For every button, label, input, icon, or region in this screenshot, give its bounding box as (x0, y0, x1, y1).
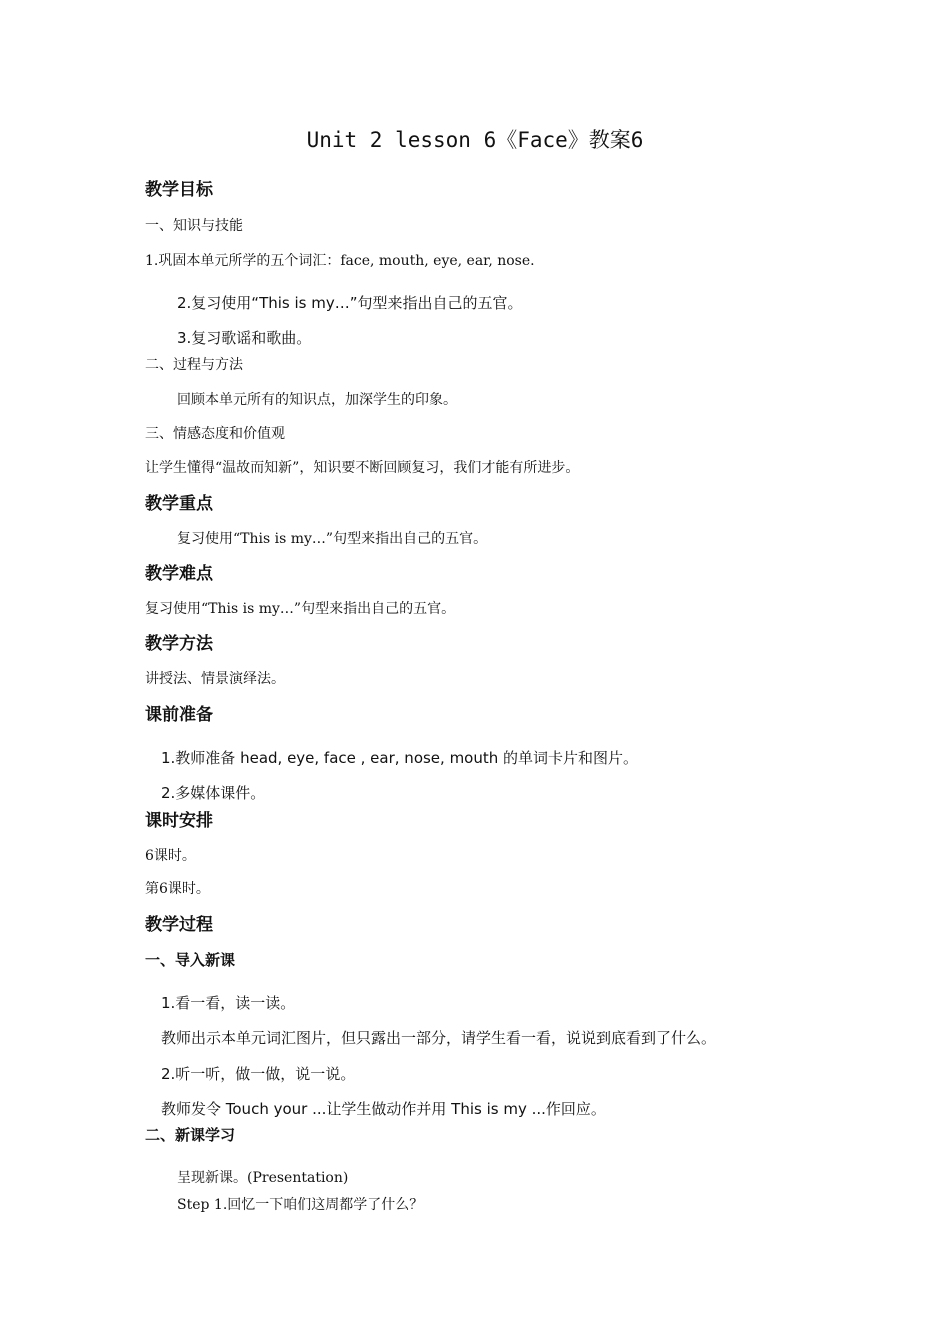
preparation-heading: 课前准备 (145, 705, 213, 725)
intro-step-1: 1.看一看，读一读。 (161, 994, 296, 1012)
intro-step-2: 2.听一听，做一做，说一说。 (161, 1065, 356, 1083)
schedule-line-2: 第6课时。 (145, 881, 210, 897)
preparation-item-2: 2.多媒体课件。 (161, 784, 266, 802)
process-text: 回顾本单元所有的知识点，加深学生的印象。 (177, 392, 457, 408)
objective-item-3: 3.复习歌谣和歌曲。 (177, 329, 312, 347)
new-lesson-heading: 二、新课学习 (145, 1126, 236, 1144)
objective-item-1: 1.巩固本单元所学的五个词汇：face, mouth, eye, ear, nose. (145, 253, 535, 269)
methods-text: 讲授法、情景演绎法。 (145, 671, 285, 687)
intro-step-2-text: 教师发令 Touch your ...让学生做动作并用 This is my ...作回应。 (161, 1100, 606, 1118)
page-title: Unit 2 lesson 6《Face》教案6 (306, 128, 644, 152)
schedule-heading: 课时安排 (145, 811, 213, 831)
procedure-heading: 教学过程 (145, 915, 213, 935)
objective-item-2: 2.复习使用“This is my…”句型来指出自己的五官。 (177, 294, 523, 312)
difficulties-text: 复习使用“This is my…”句型来指出自己的五官。 (145, 601, 456, 617)
difficulties-heading: 教学难点 (145, 564, 213, 584)
schedule-line-1: 6课时。 (145, 848, 196, 864)
emotion-heading: 三、情感态度和价值观 (145, 426, 285, 442)
key-points-heading: 教学重点 (145, 494, 213, 514)
process-heading: 二、过程与方法 (145, 357, 243, 373)
preparation-item-1: 1.教师准备 head, eye, face , ear, nose, mouth 的单词卡片和图片。 (161, 749, 639, 767)
knowledge-heading: 一、知识与技能 (145, 218, 243, 234)
objectives-heading: 教学目标 (145, 180, 213, 200)
emotion-text: 让学生懂得“温故而知新”，知识要不断回顾复习，我们才能有所进步。 (145, 460, 580, 476)
step-1-text: Step 1.回忆一下咱们这周都学了什么？ (177, 1197, 424, 1213)
intro-heading: 一、导入新课 (145, 951, 236, 969)
presentation-text: 呈现新课。(Presentation) (177, 1170, 349, 1186)
intro-step-1-text: 教师出示本单元词汇图片，但只露出一部分，请学生看一看，说说到底看到了什么。 (161, 1029, 717, 1047)
methods-heading: 教学方法 (145, 634, 213, 654)
key-points-text: 复习使用“This is my…”句型来指出自己的五官。 (177, 531, 488, 547)
